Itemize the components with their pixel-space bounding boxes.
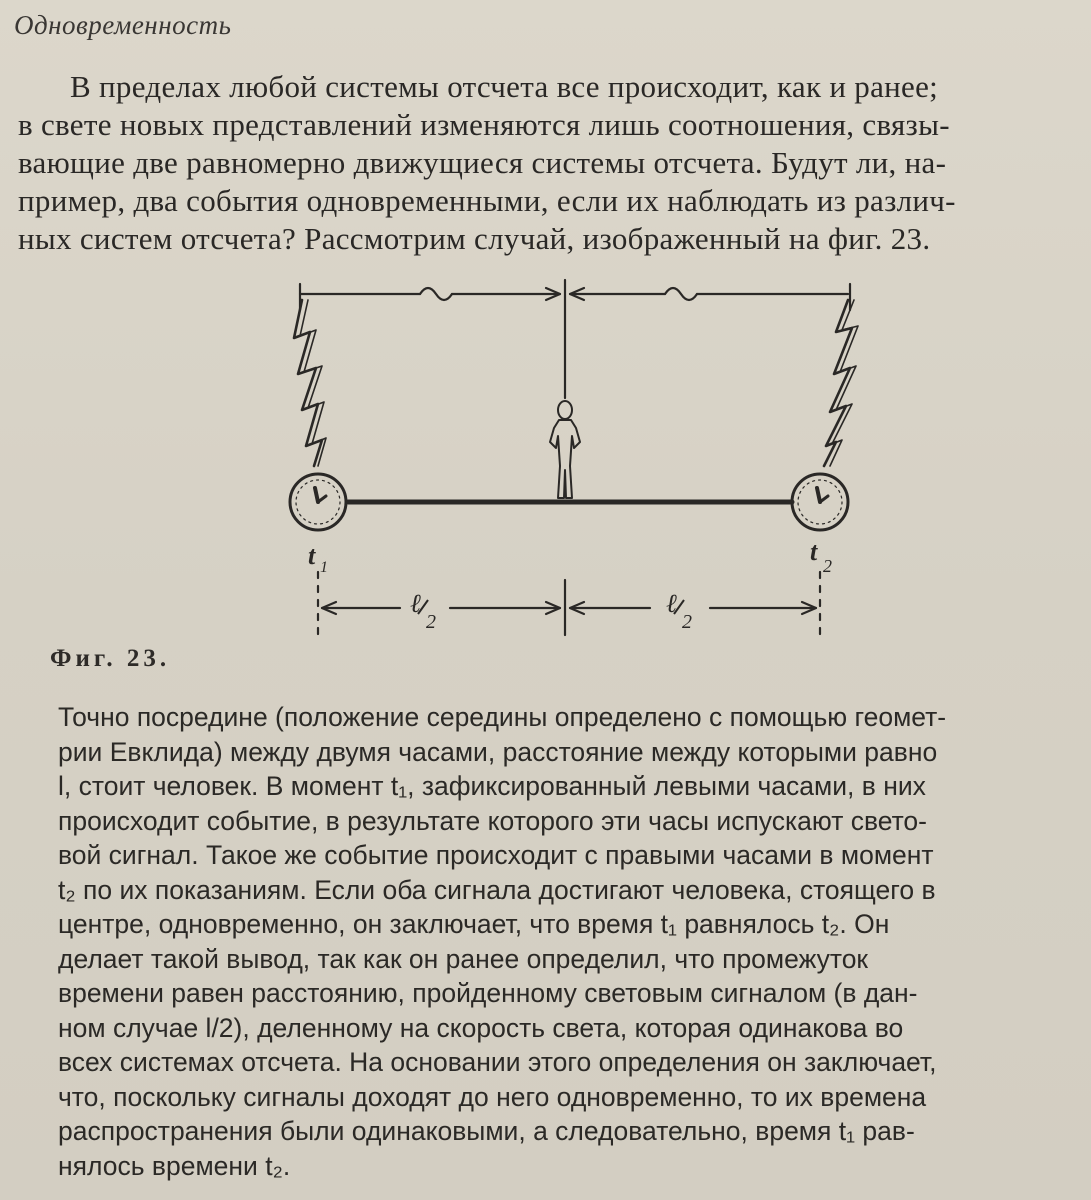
text-line: В пределах любой системы отсчета все происходит, как и ранее; <box>70 69 939 104</box>
text-line: Точно посредине (положение середины определено с помощью геомет- <box>58 702 947 732</box>
break-squiggle-right <box>665 288 697 300</box>
text-line: вающие две равномерно движущиеся системы отсчета. Будут ли, на- <box>18 145 947 180</box>
text-line: нялось времени t₂. <box>58 1150 291 1181</box>
label-t1: t <box>308 541 316 570</box>
observer-person-icon <box>550 401 580 498</box>
text-line: делает такой вывод, так как он ранее определил, что промежуток <box>58 943 869 974</box>
text-line: l, стоит человек. В момент t₁, зафиксированный левыми часами, в них <box>58 771 926 801</box>
figure-23-diagram <box>270 270 870 650</box>
label-t2-subscript: 2 <box>823 556 832 576</box>
text-line: ном случае l/2), деленному на скорость света, которая одинакова во <box>58 1012 904 1043</box>
text-line: что, поскольку сигналы доходят до него одновременно, то их времена <box>58 1081 927 1112</box>
paragraph-intro <box>18 68 1078 258</box>
half-right-denominator: 2 <box>682 611 692 633</box>
text-line: рии Евклида) между двумя часами, расстояние между которыми равно <box>58 736 938 767</box>
text-line: ных систем отсчета? Рассмотрим случай, изображенный на фиг. 23. <box>18 221 931 256</box>
label-t1-subscript: 1 <box>320 559 328 576</box>
half-left-numerator: ℓ <box>410 589 421 618</box>
text-line: в свете новых представлений изменяются лишь соотношения, связы- <box>18 107 950 142</box>
running-head: Одновременность <box>14 10 232 40</box>
text-line: пример, два события одновременными, если их наблюдать из различ- <box>18 183 956 218</box>
figure-caption: Фиг. 23. <box>50 645 171 672</box>
text-line: всех системах отсчета. На основании этого определения он заключает, <box>58 1047 937 1077</box>
text-line: вой сигнал. Такое же событие происходит с правыми часами в момент <box>58 840 934 870</box>
text-line: времени равен расстоянию, пройденному световым сигналом (в дан- <box>58 978 918 1008</box>
half-right-numerator: ℓ <box>666 589 677 618</box>
clock-hand <box>315 488 318 502</box>
text-line: t₂ по их показаниям. Если оба сигнала достигают человека, стоящего в <box>58 874 936 905</box>
text-line: происходит событие, в результате которого эти часы испускают свето- <box>58 805 927 836</box>
half-left-denominator: 2 <box>426 611 436 633</box>
text-line: центре, одновременно, он заключает, что время t₁ равнялось t₂. Он <box>58 909 890 939</box>
paragraph-explanation <box>58 700 1078 1183</box>
break-squiggle-left <box>420 288 452 300</box>
label-t2: t <box>810 537 818 566</box>
text-line: распространения были одинаковыми, а следовательно, время t₁ рав- <box>58 1116 915 1146</box>
clock-hand <box>817 488 820 502</box>
